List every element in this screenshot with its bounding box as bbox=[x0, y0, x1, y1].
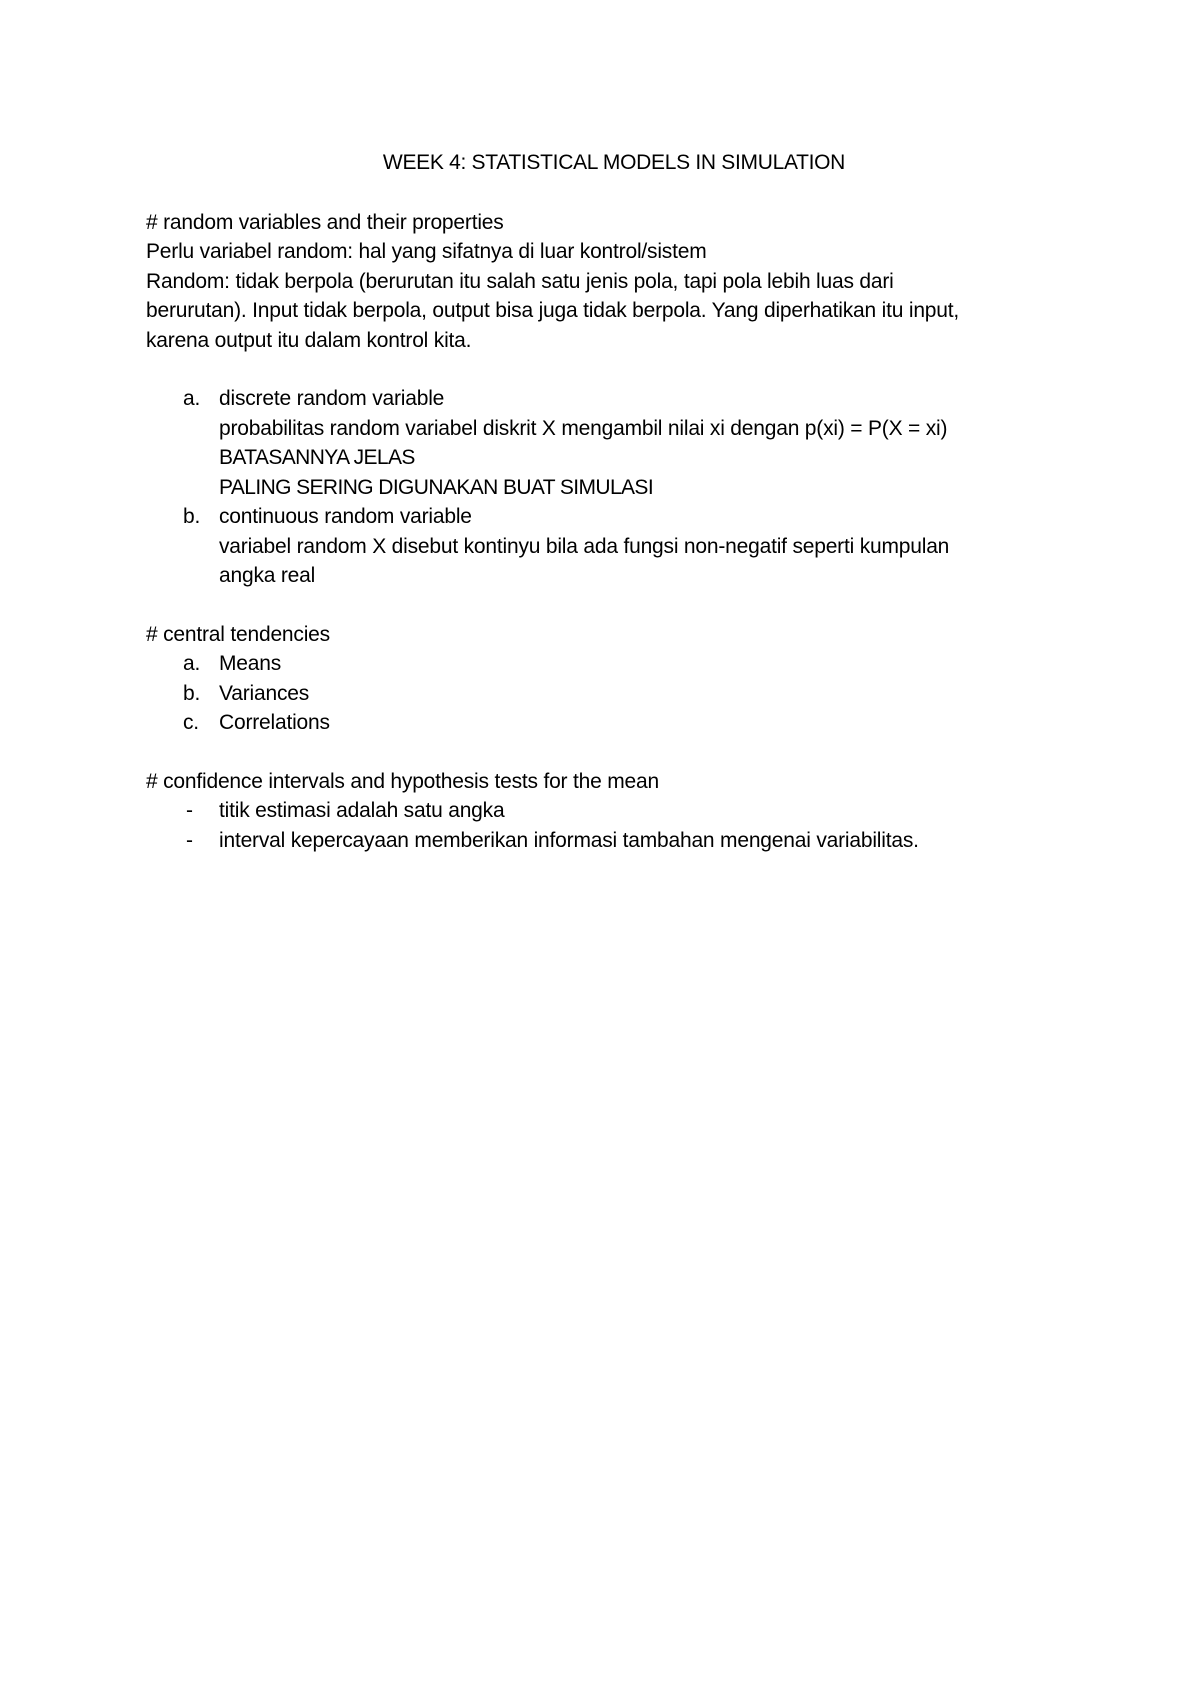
paragraph-line: berurutan). Input tidak berpola, output bisa juga tidak berpola. Yang diperhatikan itu input, bbox=[146, 299, 960, 322]
list-item-text: interval kepercayaan memberikan informasi tambahan mengenai variabilitas. bbox=[219, 828, 919, 852]
list-marker: a. bbox=[183, 387, 201, 410]
section-random-variables bbox=[146, 208, 1066, 591]
list-item-title: continuous random variable bbox=[219, 505, 472, 528]
section-confidence-intervals bbox=[146, 767, 1066, 856]
spacer bbox=[146, 355, 1066, 384]
list-item-line: probabilitas random variabel diskrit X mengambil nilai xi dengan p(xi) = P(X = xi) bbox=[219, 416, 948, 440]
list-item bbox=[146, 679, 1066, 709]
paragraph-line: karena output itu dalam kontrol kita. bbox=[146, 328, 472, 352]
list-item bbox=[146, 649, 1066, 679]
confidence-intervals-list bbox=[146, 796, 1066, 855]
document-content bbox=[146, 148, 1066, 884]
list-item-line: angka real bbox=[219, 564, 316, 587]
list-marker: - bbox=[186, 799, 193, 822]
section-central-tendencies bbox=[146, 620, 1066, 738]
section-heading: # central tendencies bbox=[146, 622, 330, 646]
paragraph-line: Perlu variabel random: hal yang sifatnya di luar kontrol/sistem bbox=[146, 240, 707, 263]
section-heading: # random variables and their properties bbox=[146, 210, 504, 234]
list-item-text: Means bbox=[219, 652, 282, 675]
list-item-line: PALING SERING DIGUNAKAN BUAT SIMULASI bbox=[219, 475, 654, 499]
list-marker: c. bbox=[183, 711, 199, 734]
list-item-title: discrete random variable bbox=[219, 387, 445, 410]
list-item-line: BATASANNYA JELAS bbox=[219, 446, 415, 469]
list-marker: b. bbox=[183, 681, 201, 705]
list-item bbox=[146, 826, 1066, 856]
list-item bbox=[146, 384, 1066, 502]
list-item-text: Variances bbox=[219, 681, 310, 705]
list-marker: b. bbox=[183, 505, 201, 528]
list-item bbox=[146, 796, 1066, 826]
section-heading: # confidence intervals and hypothesis tests for the mean bbox=[146, 769, 659, 793]
central-tendencies-list bbox=[146, 649, 1066, 738]
document-title: WEEK 4: STATISTICAL MODELS IN SIMULATION bbox=[382, 151, 846, 174]
list-item bbox=[146, 502, 1066, 591]
list-item-text: titik estimasi adalah satu angka bbox=[219, 799, 505, 822]
list-item-line: variabel random X disebut kontinyu bila ada fungsi non-negatif seperti kumpulan bbox=[219, 534, 950, 558]
random-variable-list bbox=[146, 384, 1066, 591]
list-marker: a. bbox=[183, 652, 201, 675]
paragraph-line: Random: tidak berpola (berurutan itu salah satu jenis pola, tapi pola lebih luas dari bbox=[146, 269, 894, 293]
list-item-text: Correlations bbox=[219, 711, 330, 734]
list-item bbox=[146, 708, 1066, 738]
list-marker: - bbox=[186, 828, 193, 852]
